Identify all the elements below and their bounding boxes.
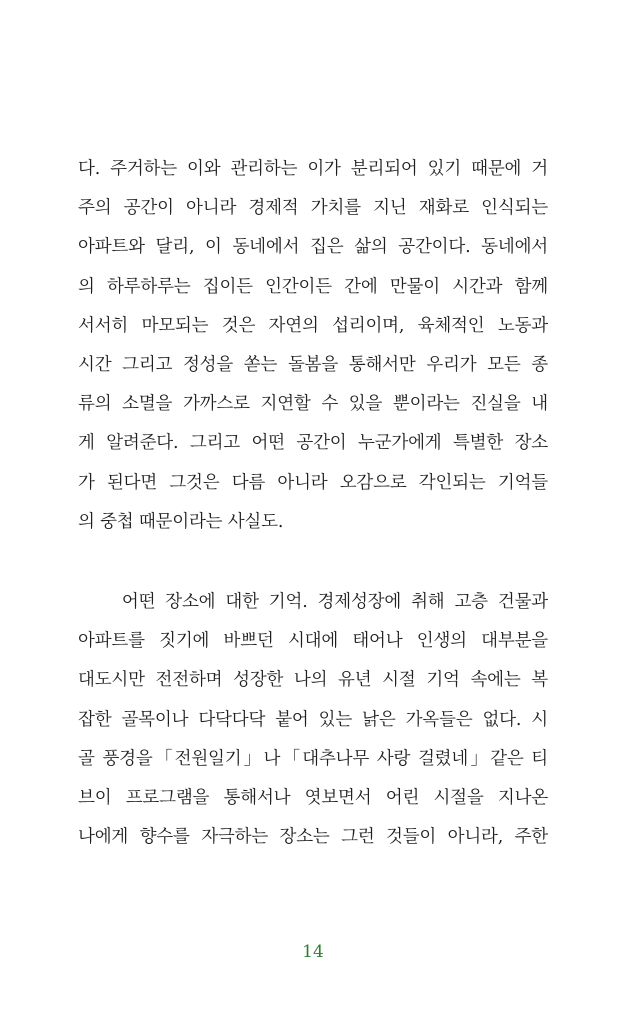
text-line: 대도시만 전전하며 성장한 나의 유년 시절 기억 속에는 복 [78, 670, 548, 691]
text-line: 잡한 골목이나 다닥다닥 붙어 있는 낡은 가옥들은 없다. 시 [78, 709, 548, 730]
text-line: 골 풍경을「전원일기」나「대추나무 사랑 걸렸네」같은 티 [78, 748, 548, 769]
text-line: 나에게 향수를 자극하는 장소는 그런 것들이 아니라, 주한 [78, 827, 548, 848]
text-line: 의 하루하루는 집이든 인간이든 간에 만물이 시간과 함께 [78, 276, 548, 297]
paragraph-2 [78, 583, 548, 857]
text-line: 브이 프로그램을 통해서나 엿보면서 어린 시절을 지나온 [78, 787, 548, 808]
text-line: 주의 공간이 아니라 경제적 가치를 지닌 재화로 인식되는 [78, 198, 548, 219]
page-number: 14 [302, 942, 324, 962]
paragraph-1 [78, 150, 548, 542]
text-line: 아파트를 짓기에 바쁘던 시대에 태어나 인생의 대부분을 [78, 631, 548, 652]
text-line: 게 알려준다. 그리고 어떤 공간이 누군가에게 특별한 장소 [78, 433, 548, 454]
text-line: 다. 주거하는 이와 관리하는 이가 분리되어 있기 때문에 거 [78, 159, 548, 179]
text-line: 류의 소멸을 가까스로 지연할 수 있을 뿐이라는 진실을 내 [78, 394, 548, 415]
text-line: 가 된다면 그것은 다름 아니라 오감으로 각인되는 기억들 [78, 472, 548, 493]
text-line: 어떤 장소에 대한 기억. 경제성장에 취해 고층 건물과 [78, 592, 548, 612]
text-line: 아파트와 달리, 이 동네에서 집은 삶의 공간이다. 동네에서 [78, 237, 548, 258]
text-line: 시간 그리고 정성을 쏟는 돌봄을 통해서만 우리가 모든 종 [78, 354, 548, 375]
text-line: 서서히 마모되는 것은 자연의 섭리이며, 육체적인 노동과 [78, 315, 548, 336]
text-line: 의 중첩 때문이라는 사실도. [78, 511, 284, 532]
